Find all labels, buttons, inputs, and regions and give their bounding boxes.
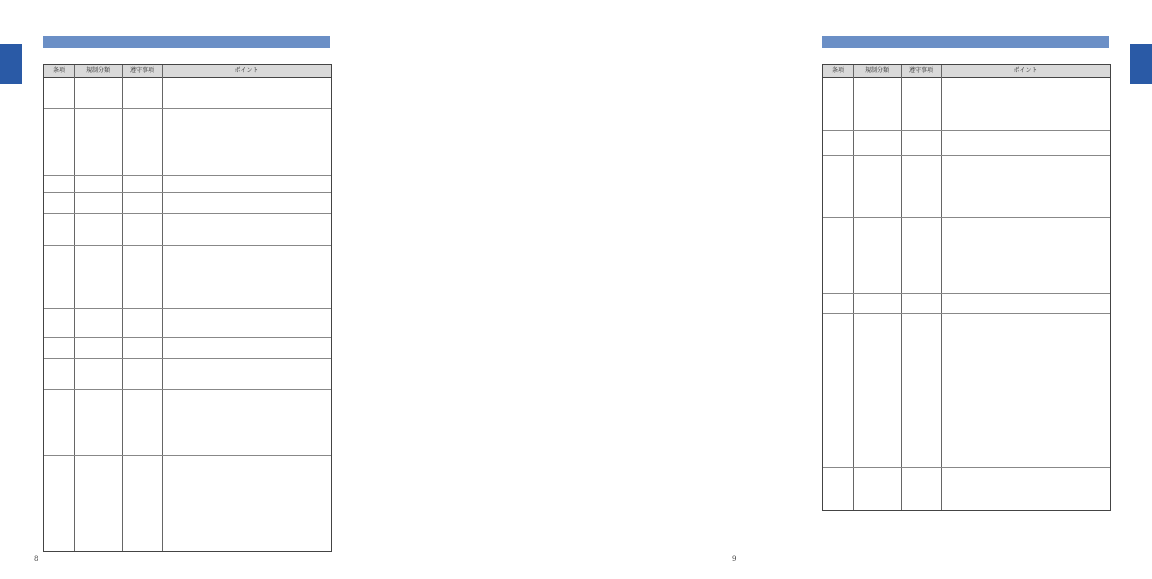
header-category: 規制分類: [85, 67, 110, 74]
row-divider: [823, 293, 1110, 294]
right-page: [384, 0, 1038, 579]
section-tab: [1130, 44, 1152, 84]
column-divider: [901, 65, 902, 510]
row-divider: [44, 308, 331, 309]
row-divider: [44, 455, 331, 456]
row-divider: [44, 337, 331, 338]
row-divider: [823, 313, 1110, 314]
left-page: [0, 0, 384, 579]
header-duty: 遵守事項: [908, 67, 933, 74]
row-divider: [44, 358, 331, 359]
header-duty: 遵守事項: [129, 67, 154, 74]
header-category: 規制分類: [864, 67, 889, 74]
row-divider: [44, 175, 331, 176]
header-point: ポイント: [1013, 67, 1038, 74]
regulation-table-right: [822, 64, 1111, 511]
header-clause: 条項: [831, 67, 844, 74]
row-divider: [44, 108, 331, 109]
page-number: 9: [732, 555, 737, 563]
row-divider: [44, 389, 331, 390]
row-divider: [823, 130, 1110, 131]
row-divider: [823, 467, 1110, 468]
table-header: [823, 65, 1110, 78]
header-clause: 条項: [52, 67, 65, 74]
header-bar: [43, 36, 330, 48]
row-divider: [44, 192, 331, 193]
header-point: ポイント: [234, 67, 259, 74]
column-divider: [853, 65, 854, 510]
row-divider: [823, 217, 1110, 218]
table-header: [44, 65, 331, 78]
section-tab: [0, 44, 22, 84]
row-divider: [44, 213, 331, 214]
page-number: 8: [34, 555, 39, 563]
row-divider: [44, 245, 331, 246]
row-divider: [823, 155, 1110, 156]
regulation-table-left: [43, 64, 332, 552]
header-bar: [822, 36, 1109, 48]
column-divider: [941, 65, 942, 510]
